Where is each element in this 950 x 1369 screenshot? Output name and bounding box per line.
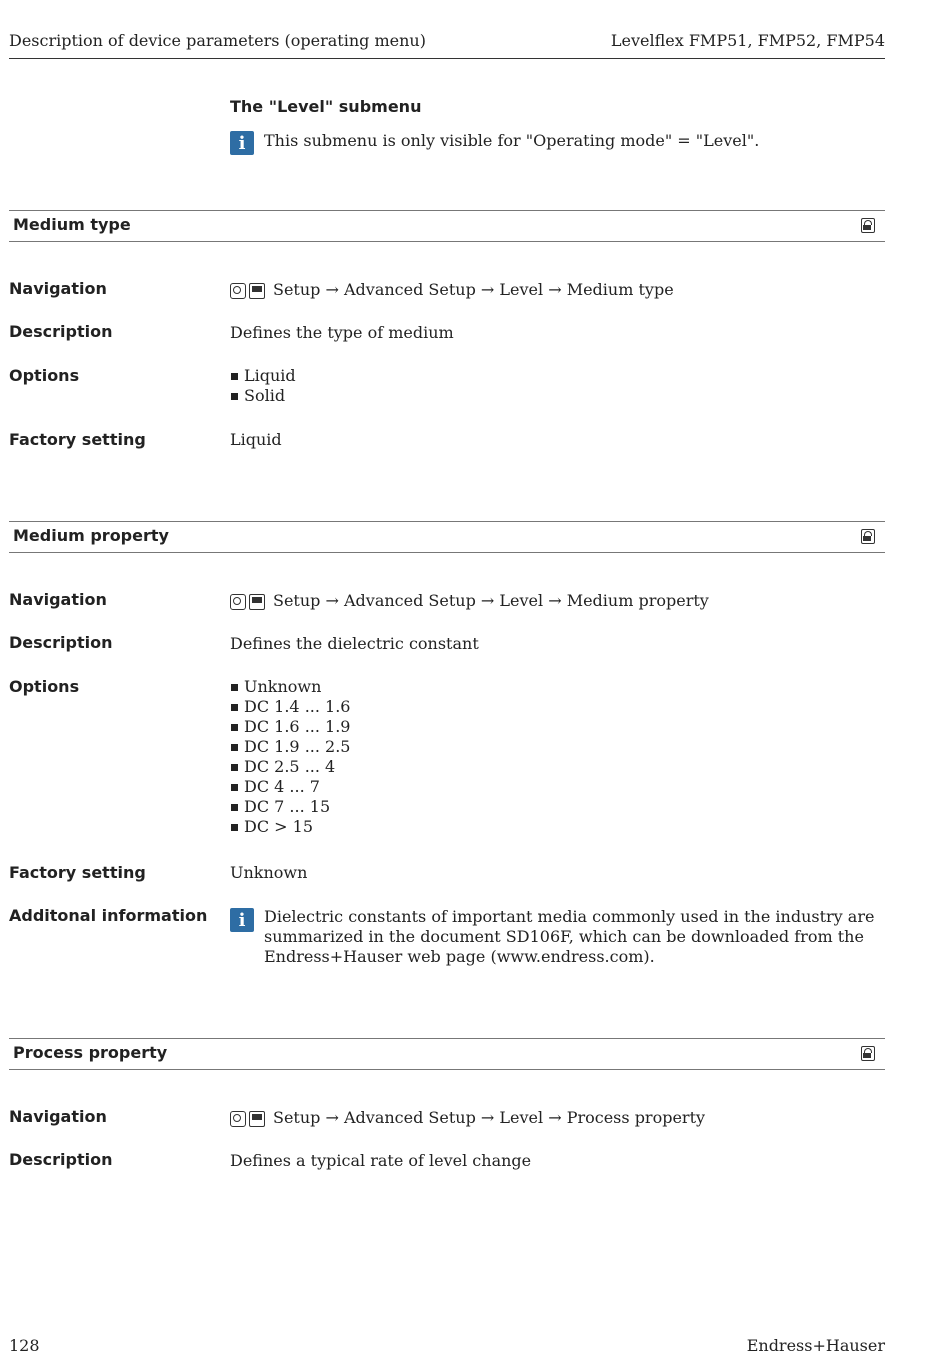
options-list — [230, 677, 350, 837]
list-item: DC 2.5 ... 4 — [230, 757, 350, 777]
description-text: Defines the dielectric constant — [230, 634, 479, 653]
list-item: DC 1.6 ... 1.9 — [230, 717, 350, 737]
computer-icon — [249, 594, 265, 610]
navigation-path-text: Setup → Advanced Setup → Level → Medium type — [273, 280, 674, 299]
navigation-path — [230, 591, 709, 610]
navigation-label: Navigation — [9, 590, 107, 609]
navigation-path-text: Setup → Advanced Setup → Level → Medium property — [273, 591, 709, 610]
navigation-label: Navigation — [9, 1107, 107, 1126]
lock-icon — [861, 218, 875, 233]
list-item: DC 1.4 ... 1.6 — [230, 697, 350, 717]
brand-name: Endress+Hauser — [746, 1336, 885, 1355]
factory-setting-label: Factory setting — [9, 863, 146, 882]
options-label: Options — [9, 366, 80, 385]
additional-info-text: Dielectric constants of important media commonly used in the industry are summarized in the document SD106F, which can be downloaded from the Endress+Hauser web page (www.endress.com). — [264, 907, 875, 966]
navigation-path-text: Setup → Advanced Setup → Level → Process property — [273, 1108, 706, 1127]
list-item: DC 7 ... 15 — [230, 797, 350, 817]
factory-setting-label: Factory setting — [9, 430, 146, 449]
page-number: 128 — [9, 1336, 40, 1355]
navigation-path — [230, 1108, 705, 1127]
section-header-medium-property — [9, 521, 885, 553]
operating-tool-icon — [230, 594, 246, 610]
description-text: Defines the type of medium — [230, 323, 454, 342]
lock-icon — [861, 529, 875, 544]
operating-tool-icon — [230, 1111, 246, 1127]
section-title: Process property — [13, 1043, 168, 1062]
description-label: Description — [9, 1150, 113, 1169]
info-icon: i — [230, 131, 254, 155]
section-title: Medium property — [13, 526, 169, 545]
section-header-process-property — [9, 1038, 885, 1070]
list-item: Unknown — [230, 677, 350, 697]
factory-setting-value: Liquid — [230, 430, 282, 449]
header-product-name: Levelflex FMP51, FMP52, FMP54 — [610, 31, 885, 50]
header-section-title: Description of device parameters (operating menu) — [9, 31, 426, 50]
lock-icon — [861, 1046, 875, 1061]
computer-icon — [249, 283, 265, 299]
additional-info-label: Additonal information — [9, 906, 208, 925]
submenu-title: The "Level" submenu — [230, 97, 422, 116]
list-item: Solid — [230, 386, 296, 406]
info-icon: i — [230, 908, 254, 932]
header-divider — [9, 58, 885, 59]
description-text: Defines a typical rate of level change — [230, 1151, 532, 1170]
factory-setting-value: Unknown — [230, 863, 308, 882]
submenu-note — [230, 131, 759, 155]
submenu-note-text: This submenu is only visible for "Operating mode" = "Level". — [264, 131, 760, 150]
operating-tool-icon — [230, 283, 246, 299]
list-item: Liquid — [230, 366, 296, 386]
list-item: DC 4 ... 7 — [230, 777, 350, 797]
additional-info — [230, 908, 880, 967]
section-header-medium-type — [9, 210, 885, 242]
navigation-label: Navigation — [9, 279, 107, 298]
options-label: Options — [9, 677, 80, 696]
computer-icon — [249, 1111, 265, 1127]
description-label: Description — [9, 322, 113, 341]
options-list — [230, 366, 296, 406]
list-item: DC > 15 — [230, 817, 350, 837]
list-item: DC 1.9 ... 2.5 — [230, 737, 350, 757]
description-label: Description — [9, 633, 113, 652]
navigation-path — [230, 280, 674, 299]
section-title: Medium type — [13, 215, 131, 234]
